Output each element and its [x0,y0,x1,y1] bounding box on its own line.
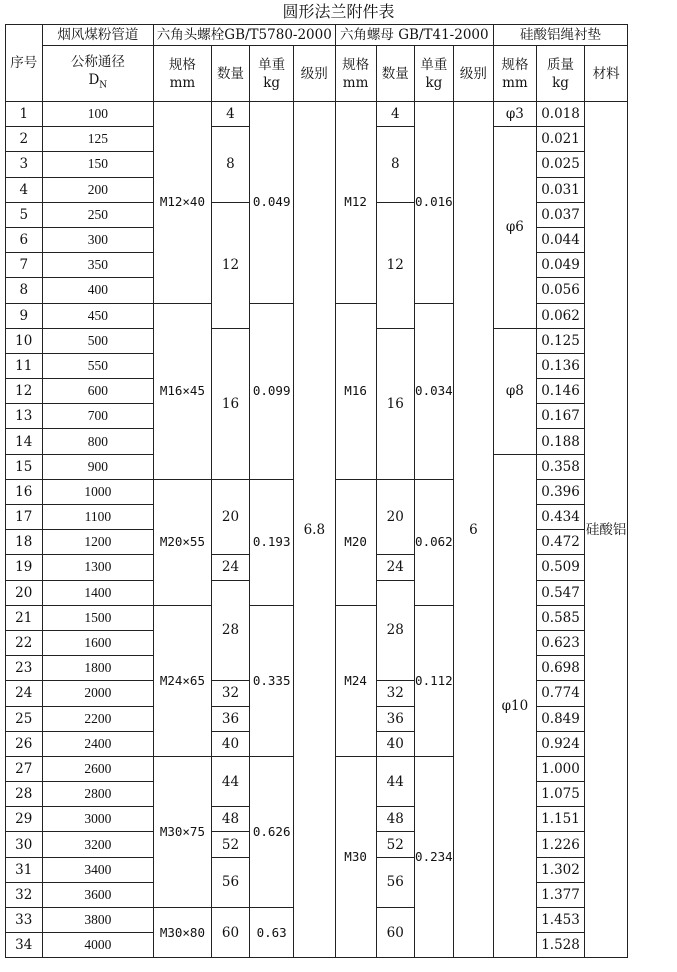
row-dn-cell: 100 [42,102,154,127]
gasket-mass-cell: 0.585 [536,605,584,630]
row-seq-cell: 30 [6,832,43,857]
table-row [6,102,677,127]
row-seq-cell: 25 [6,706,43,731]
bolt-weight-cell: 0.049 [250,102,294,304]
gasket-mass-cell: 0.396 [536,479,584,504]
nut-qty-cell: 28 [376,580,414,681]
bolt-spec-cell: M12×40 [154,102,212,304]
nut-qty-cell: 60 [376,908,414,958]
row-seq-cell: 20 [6,580,43,605]
bolt-qty-cell: 20 [211,479,250,555]
nut-qty-cell: 16 [376,328,414,479]
header-bolt-qty: 数量 [211,46,250,102]
gasket-mass-cell: 1.226 [536,832,584,857]
gasket-mass-cell: 0.924 [536,731,584,756]
gasket-mass-cell: 1.151 [536,807,584,832]
row-seq-cell: 17 [6,505,43,530]
row-dn-cell: 150 [42,152,154,177]
row-seq-cell: 12 [6,379,43,404]
row-dn-cell: 3400 [42,857,154,882]
gasket-spec-cell: φ6 [494,127,537,329]
nut-weight-cell: 0.034 [414,303,453,479]
gasket-mass-cell: 0.056 [536,278,584,303]
nut-spec-cell: M12 [335,102,376,304]
bolt-grade-cell: 6.8 [294,102,335,958]
row-seq-cell: 24 [6,681,43,706]
row-seq-cell: 22 [6,630,43,655]
nut-qty-cell: 24 [376,555,414,580]
header-kg-label: kg [552,74,569,91]
table-row [6,605,677,630]
nut-weight-cell: 0.112 [414,605,453,756]
row-seq-cell: 1 [6,102,43,127]
nut-spec-cell: M30 [335,756,376,958]
gasket-mass-cell: 0.547 [536,580,584,605]
row-seq-cell: 8 [6,278,43,303]
row-seq-cell: 26 [6,731,43,756]
gasket-mass-cell: 0.167 [536,404,584,429]
bolt-qty-cell: 52 [211,832,250,857]
header-bolt-grade: 级别 [294,46,335,102]
bolt-qty-cell: 28 [211,580,250,681]
header-gasket-material: 材料 [585,46,628,102]
row-dn-cell: 2400 [42,731,154,756]
row-dn-cell: 350 [42,253,154,278]
bolt-qty-cell: 48 [211,807,250,832]
row-dn-cell: 3000 [42,807,154,832]
header-gasket-spec [494,46,537,102]
table-row [6,756,677,781]
row-dn-cell: 1200 [42,530,154,555]
header-nut-grade: 级别 [453,46,493,102]
header-mass-label: 质量 [547,56,575,73]
row-seq-cell: 16 [6,479,43,504]
gasket-mass-cell: 0.146 [536,379,584,404]
gasket-material-cell: 硅酸铝 [585,102,628,958]
bolt-spec-cell: M30×80 [154,908,212,958]
row-seq-cell: 2 [6,127,43,152]
row-seq-cell: 28 [6,782,43,807]
row-seq-cell: 10 [6,328,43,353]
row-seq-cell: 23 [6,656,43,681]
row-seq-cell: 3 [6,152,43,177]
bolt-weight-cell: 0.626 [250,756,294,907]
nut-qty-cell: 36 [376,706,414,731]
nut-qty-cell: 32 [376,681,414,706]
gasket-mass-cell: 1.302 [536,857,584,882]
header-mm-label: mm [342,74,369,91]
bolt-spec-cell: M16×45 [154,303,212,479]
gasket-mass-cell: 0.062 [536,303,584,328]
row-dn-cell: 500 [42,328,154,353]
nut-grade-cell: 6 [453,102,493,958]
gasket-spec-cell: φ8 [494,328,537,454]
gasket-mass-cell: 0.125 [536,328,584,353]
row-dn-cell: 1100 [42,505,154,530]
nut-spec-cell: M16 [335,303,376,479]
bolt-spec-cell: M24×65 [154,605,212,756]
gasket-mass-cell: 0.018 [536,102,584,127]
header-nut-spec [335,46,376,102]
gasket-mass-cell: 0.774 [536,681,584,706]
row-dn-cell: 2200 [42,706,154,731]
row-seq-cell: 32 [6,882,43,907]
row-dn-cell: 3600 [42,882,154,907]
nut-weight-cell: 0.016 [414,102,453,304]
header-seq: 序号 [6,25,43,102]
bolt-qty-cell: 12 [211,202,250,328]
nut-qty-cell: 4 [376,102,414,127]
row-dn-cell: 3800 [42,908,154,933]
header-bolt: 六角头螺栓GB/T5780-2000 [154,25,335,46]
header-spec-label: 规格 [168,56,196,73]
header-duct: 烟风煤粉管道 [42,25,154,46]
row-dn-cell: 2600 [42,756,154,781]
gasket-mass-cell: 0.037 [536,202,584,227]
gasket-mass-cell: 1.377 [536,882,584,907]
row-dn-cell: 900 [42,454,154,479]
row-dn-cell: 300 [42,227,154,252]
row-dn-cell: 3200 [42,832,154,857]
gasket-mass-cell: 0.049 [536,253,584,278]
gasket-spec-cell: φ3 [494,102,537,127]
row-dn-cell: 1300 [42,555,154,580]
row-dn-cell: 250 [42,202,154,227]
header-spec-label: 规格 [501,56,529,73]
row-seq-cell: 15 [6,454,43,479]
gasket-spec-cell: φ10 [494,454,537,958]
gasket-mass-cell: 1.000 [536,756,584,781]
gasket-mass-cell: 0.044 [536,227,584,252]
nut-spec-cell: M24 [335,605,376,756]
row-seq-cell: 9 [6,303,43,328]
row-seq-cell: 7 [6,253,43,278]
bolt-qty-cell: 40 [211,731,250,756]
row-seq-cell: 31 [6,857,43,882]
gasket-mass-cell: 1.528 [536,933,584,958]
row-dn-cell: 1400 [42,580,154,605]
nut-qty-cell: 40 [376,731,414,756]
gasket-mass-cell: 0.021 [536,127,584,152]
row-seq-cell: 4 [6,177,43,202]
header-kg-label: kg [425,74,443,91]
row-dn-cell: 450 [42,303,154,328]
bolt-spec-cell: M20×55 [154,479,212,605]
row-dn-cell: 550 [42,353,154,378]
bolt-weight-cell: 0.63 [250,908,294,958]
header-mm-label: mm [502,74,528,91]
bolt-qty-cell: 36 [211,706,250,731]
nut-qty-cell: 12 [376,202,414,328]
header-dn-sub: N [99,80,108,91]
header-gasket: 硅酸铝绳衬垫 [494,25,628,46]
row-seq-cell: 13 [6,404,43,429]
row-seq-cell: 34 [6,933,43,958]
table-row [6,303,677,328]
row-dn-cell: 200 [42,177,154,202]
header-nominal-diameter [42,46,154,102]
row-seq-cell: 29 [6,807,43,832]
gasket-mass-cell: 0.434 [536,505,584,530]
bolt-spec-cell: M30×75 [154,756,212,907]
header-weight-label: 单重 [420,56,448,73]
gasket-mass-cell: 0.623 [536,630,584,655]
bolt-qty-cell: 56 [211,857,250,907]
row-dn-cell: 4000 [42,933,154,958]
nut-qty-cell: 20 [376,479,414,555]
row-dn-cell: 700 [42,404,154,429]
bolt-qty-cell: 44 [211,756,250,806]
header-nut-weight [414,46,453,102]
header-gasket-mass [536,46,584,102]
row-dn-cell: 1000 [42,479,154,504]
bolt-weight-cell: 0.335 [250,605,294,756]
row-dn-cell: 400 [42,278,154,303]
bolt-qty-cell: 24 [211,555,250,580]
header-bolt-spec [154,46,212,102]
nut-qty-cell: 56 [376,857,414,907]
header-spec-label: 规格 [342,56,370,73]
row-seq-cell: 19 [6,555,43,580]
nut-weight-cell: 0.234 [414,756,453,958]
gasket-mass-cell: 0.136 [536,353,584,378]
bolt-weight-cell: 0.193 [250,479,294,605]
row-seq-cell: 11 [6,353,43,378]
gasket-mass-cell: 1.075 [536,782,584,807]
nut-spec-cell: M20 [335,479,376,605]
header-nut-qty: 数量 [376,46,414,102]
bolt-qty-cell: 60 [211,908,250,958]
nut-qty-cell: 48 [376,807,414,832]
row-seq-cell: 21 [6,605,43,630]
row-seq-cell: 5 [6,202,43,227]
page-title: 圆形法兰附件表 [282,2,395,21]
header-dn-label: 公称通径 [70,53,125,70]
row-dn-cell: 800 [42,429,154,454]
gasket-mass-cell: 1.453 [536,908,584,933]
header-weight-label: 单重 [258,56,286,73]
row-dn-cell: 2800 [42,782,154,807]
gasket-mass-cell: 0.849 [536,706,584,731]
nut-weight-cell: 0.062 [414,479,453,605]
row-seq-cell: 27 [6,756,43,781]
bolt-qty-cell: 4 [211,102,250,127]
nut-qty-cell: 52 [376,832,414,857]
row-dn-cell: 600 [42,379,154,404]
gasket-mass-cell: 0.025 [536,152,584,177]
row-dn-cell: 125 [42,127,154,152]
gasket-mass-cell: 0.188 [536,429,584,454]
header-dn-symbol: D [88,71,100,88]
row-dn-cell: 1600 [42,630,154,655]
gasket-mass-cell: 0.358 [536,454,584,479]
gasket-mass-cell: 0.698 [536,656,584,681]
table-row [6,479,677,504]
nut-qty-cell: 44 [376,756,414,806]
header-nut: 六角螺母 GB/T41-2000 [335,25,493,46]
header-kg-label: kg [263,74,281,91]
header-bolt-weight [250,46,294,102]
bolt-qty-cell: 16 [211,328,250,479]
row-seq-cell: 18 [6,530,43,555]
bolt-qty-cell: 8 [211,127,250,203]
bolt-qty-cell: 32 [211,681,250,706]
gasket-mass-cell: 0.031 [536,177,584,202]
gasket-mass-cell: 0.472 [536,530,584,555]
row-dn-cell: 2000 [42,681,154,706]
row-seq-cell: 33 [6,908,43,933]
row-dn-cell: 1800 [42,656,154,681]
row-seq-cell: 6 [6,227,43,252]
nut-qty-cell: 8 [376,127,414,203]
row-seq-cell: 14 [6,429,43,454]
gasket-mass-cell: 0.509 [536,555,584,580]
header-mm-label: mm [169,74,196,91]
bolt-weight-cell: 0.099 [250,303,294,479]
flange-accessory-table [5,24,677,958]
row-dn-cell: 1500 [42,605,154,630]
